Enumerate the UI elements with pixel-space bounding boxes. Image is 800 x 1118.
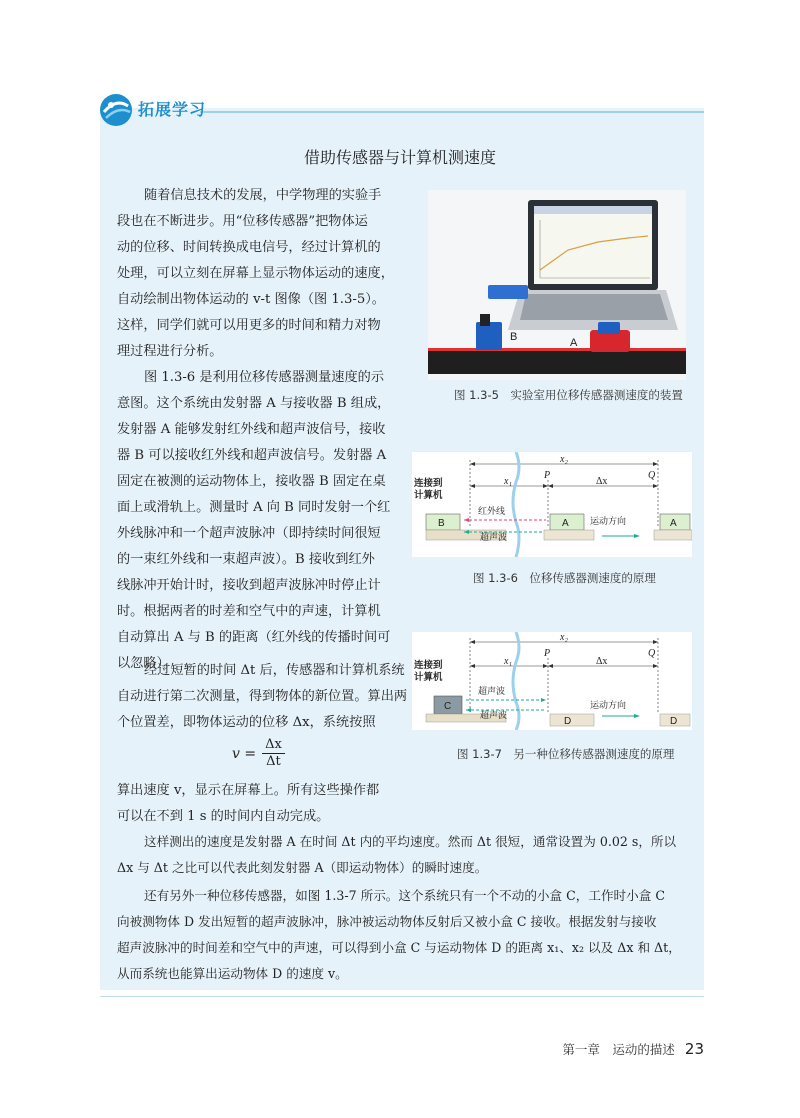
section-label: 拓展学习 [138, 100, 207, 119]
formula-numerator: Δx [262, 737, 285, 754]
text-line: 固定在被测的运动物体上，接收器 B 固定在桌 [117, 474, 386, 489]
figure-1-3-7-diagram [412, 632, 692, 730]
label-ultrasonic-out: 超声波 [478, 687, 506, 697]
paragraph-intro [117, 183, 413, 365]
figure-1-3-6-caption: 图 1.3-6 位移传感器测速度的原理 [473, 571, 656, 585]
label-x2: x₂ [560, 454, 568, 465]
text-line: 自动进行第二次测量，得到物体的新位置。算出两 [117, 689, 408, 704]
text-line: 经过短暂的时间 Δt 后，传感器和计算机系统 [144, 663, 405, 678]
text-line: 处理，可以立刻在屏幕上显示物体运动的速度， [117, 266, 394, 281]
box-a-moved-label: A [670, 518, 677, 529]
text-line: 自动算出 A 与 B 的距离（红外线的传播时间可 [117, 630, 391, 645]
text-line: 自动绘制出物体运动的 v-t 图像（图 1.3-5）。 [117, 292, 385, 307]
box-b-label: B [438, 518, 445, 529]
text-line: Δx 与 Δt 之比可以代表此刻发射器 A（即运动物体）的瞬时速度。 [117, 860, 488, 875]
text-line: 以忽略）。 [117, 656, 177, 671]
photo-label-a: A [570, 337, 578, 349]
text-line: 时。根据两者的时差和空气中的声速，计算机 [117, 604, 381, 619]
figure-1-3-6-diagram [412, 452, 692, 557]
paragraph-display [117, 778, 413, 830]
extension-logo-icon [98, 92, 134, 128]
text-line: 动的位移、时间转换成电信号，经过计算机的 [117, 240, 381, 255]
label-computer-2: 计算机 [414, 490, 443, 501]
label-ultrasonic: 超声波 [480, 533, 508, 543]
text-line: 发射器 A 能够发射红外线和超声波信号，接收 [117, 422, 386, 437]
text-line: 向被测物体 D 发出短暂的超声波脉冲，脉冲被运动物体反射后又被小盒 C 接收。根据发射与接收 [117, 914, 657, 929]
text-line: 从而系统也能算出运动物体 D 的速度 v。 [117, 966, 348, 981]
figure-1-3-7-caption: 图 1.3-7 另一种位移传感器测速度的原理 [457, 747, 675, 761]
box-a-label: A [562, 518, 569, 529]
label-direction: 运动方向 [590, 701, 627, 711]
label-x1: x₁ [504, 656, 512, 667]
label-p: P [544, 648, 551, 659]
figure-1-3-5-caption: 图 1.3-5 实验室用位移传感器测速度的装置 [454, 388, 683, 402]
paragraph-other-sensor [117, 883, 687, 987]
text-line: 这样，同学们就可以用更多的时间和精力对物 [117, 318, 381, 333]
paragraph-average-velocity [117, 829, 687, 881]
label-p: P [544, 470, 551, 481]
page-number: 23 [684, 1040, 704, 1058]
label-q: Q [648, 470, 656, 481]
lab-setup-photo [428, 190, 686, 380]
label-infrared: 红外线 [478, 507, 506, 517]
page-footer [562, 1040, 704, 1058]
text-line: 图 1.3-6 是利用位移传感器测量速度的示 [144, 370, 385, 385]
formula-fraction [262, 737, 285, 770]
text-line: 这样测出的速度是发射器 A 在时间 Δt 内的平均速度。然而 Δt 很短，通常设置为 0.02 s，所以 [144, 834, 677, 849]
text-line: 个位置差，即物体运动的位移 Δx，系统按照 [117, 715, 376, 730]
text-line: 随着信息技术的发展，中学物理的实验手 [144, 188, 382, 203]
label-q: Q [648, 648, 656, 659]
box-d-moved-label: D [670, 716, 678, 727]
text-line: 还有另外一种位移传感器，如图 1.3-7 所示。这个系统只有一个不动的小盒 C，工作时小盒 C [144, 888, 665, 903]
text-line: 算出速度 v，显示在屏幕上。所有这些操作都 [117, 783, 380, 798]
paragraph-second-measure [117, 658, 413, 736]
label-computer-1: 连接到 [414, 660, 443, 671]
label-computer-2: 计算机 [414, 672, 443, 683]
article-title: 借助传感器与计算机测速度 [303, 148, 496, 167]
formula-denominator: Δt [266, 754, 281, 769]
text-line: 意图。这个系统由发射器 A 与接收器 B 组成， [117, 396, 391, 411]
label-ultrasonic-back: 超声波 [480, 711, 508, 721]
text-line: 线脉冲开始计时，接收到超声波脉冲时停止计 [117, 578, 381, 593]
label-x1: x₁ [504, 476, 512, 487]
formula-lhs: v = [232, 745, 257, 762]
paragraph-principle [117, 365, 413, 677]
label-dx: Δx [596, 476, 608, 487]
chapter-label: 第一章 运动的描述 [562, 1042, 675, 1057]
label-computer-1: 连接到 [414, 478, 443, 489]
velocity-formula [232, 737, 285, 770]
photo-label-b: B [510, 331, 518, 343]
label-direction: 运动方向 [590, 517, 627, 527]
text-line: 段也在不断进步。用“位移传感器”把物体运 [117, 214, 368, 229]
text-line: 超声波脉冲的时间差和空气中的声速，可以得到小盒 C 与运动物体 D 的距离 x₁、x₂ 以及 Δx 和 Δt， [117, 940, 681, 955]
text-line: 的一束红外线和一束超声波）。B 接收到红外 [117, 552, 375, 567]
text-line: 理过程进行分析。 [117, 344, 223, 359]
text-line: 器 B 可以接收红外线和超声波信号。发射器 A [117, 448, 387, 463]
box-d-label: D [564, 716, 572, 727]
text-line: 可以在不到 1 s 的时间内自动完成。 [117, 809, 330, 824]
label-x2: x₂ [560, 632, 568, 643]
header-rule [200, 111, 704, 113]
bottom-rule [100, 996, 704, 997]
label-dx: Δx [596, 656, 608, 667]
text-line: 外线脉冲和一个超声波脉冲（即持续时间很短 [117, 526, 381, 541]
box-c-label: C [444, 701, 452, 712]
text-line: 面上或滑轨上。测量时 A 向 B 同时发射一个红 [117, 500, 391, 515]
